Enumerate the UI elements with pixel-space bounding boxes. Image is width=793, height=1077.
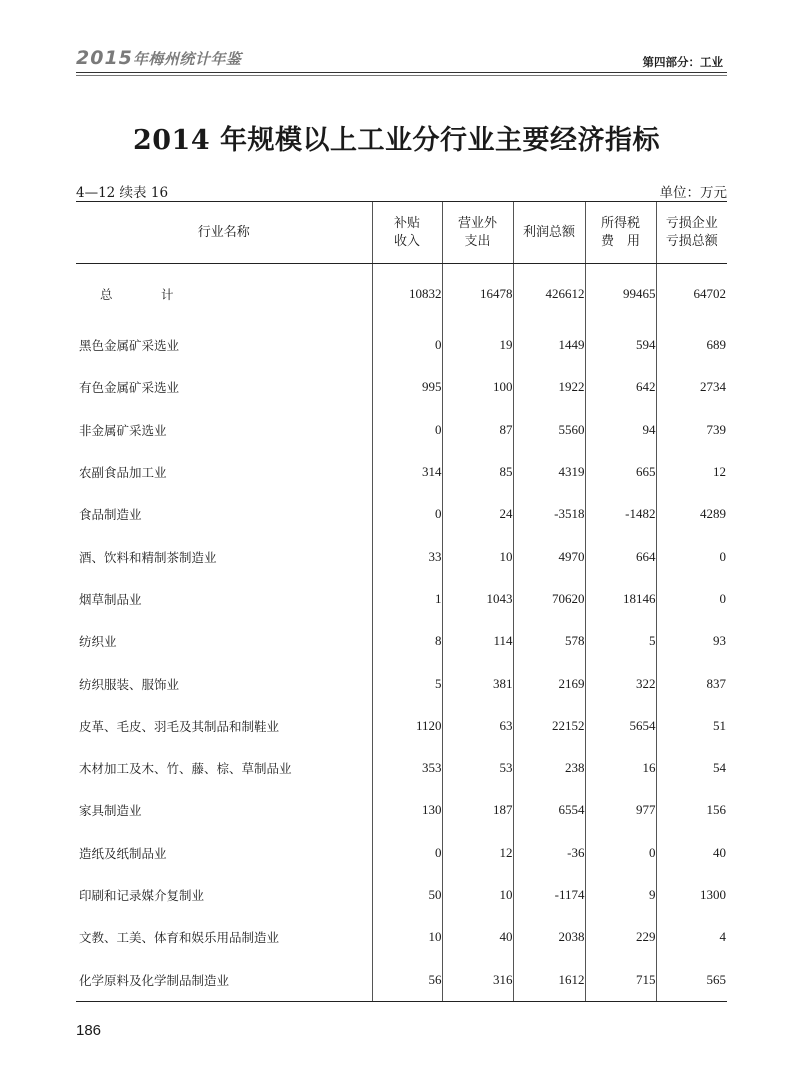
table-cell: 5 <box>372 662 442 704</box>
table-cell: 316 <box>442 958 513 1001</box>
table-cell: 0 <box>372 832 442 874</box>
table-cell: 9 <box>585 874 656 916</box>
table-cell: 977 <box>585 789 656 831</box>
table-cell: 1449 <box>513 324 585 366</box>
table-id: 4—12 续表 16 <box>76 185 169 201</box>
col-non-operating-expense: 营业外 支出 <box>442 202 513 264</box>
table-cell: 5 <box>585 620 656 662</box>
table-cell: 594 <box>585 324 656 366</box>
table-cell: 0 <box>372 409 442 451</box>
industry-name: 造纸及纸制品业 <box>79 845 167 861</box>
table-row <box>76 832 727 874</box>
industry-name: 黑色金属矿采选业 <box>79 338 180 354</box>
table-cell: 24 <box>442 493 513 535</box>
table-row <box>76 451 727 493</box>
table-cell: 22152 <box>513 705 585 747</box>
table-cell: 2734 <box>656 366 727 408</box>
table-cell: 665 <box>585 451 656 493</box>
table-cell: 5654 <box>585 705 656 747</box>
table-cell: 4970 <box>513 535 585 577</box>
table-cell: 16478 <box>442 264 513 325</box>
table-cell: -1174 <box>513 874 585 916</box>
table-row <box>76 747 727 789</box>
industry-name: 食品制造业 <box>79 507 142 523</box>
industry-name: 总 计 <box>100 287 192 302</box>
table-cell: 4289 <box>656 493 727 535</box>
table-body <box>76 264 727 1002</box>
table-cell: 1612 <box>513 958 585 1001</box>
table-cell: 40 <box>442 916 513 958</box>
table-cell: -3518 <box>513 493 585 535</box>
table-row <box>76 662 727 704</box>
table-row <box>76 620 727 662</box>
header-rule-thin <box>76 75 727 76</box>
table-cell: 50 <box>372 874 442 916</box>
page-title: 2014 年规模以上工业分行业主要经济指标 <box>132 125 661 156</box>
table-cell: 70620 <box>513 578 585 620</box>
table-cell: 1922 <box>513 366 585 408</box>
section-label: 第四部分：工业 <box>642 55 723 69</box>
table-cell: 33 <box>372 535 442 577</box>
table-row <box>76 324 727 366</box>
col-loss-total: 亏损企业 亏损总额 <box>656 202 727 264</box>
table-row <box>76 958 727 1001</box>
book-year: 2015 <box>76 47 133 69</box>
unit-label: 单位：万元 <box>659 185 727 201</box>
table-cell: 100 <box>442 366 513 408</box>
header-rule <box>76 72 727 73</box>
table-cell: 187 <box>442 789 513 831</box>
table-cell: 130 <box>372 789 442 831</box>
table-cell: 381 <box>442 662 513 704</box>
table-cell: 322 <box>585 662 656 704</box>
book-header <box>76 47 241 69</box>
table-cell: 0 <box>585 832 656 874</box>
table-row <box>76 366 727 408</box>
table-cell: 6554 <box>513 789 585 831</box>
table-cell: 4319 <box>513 451 585 493</box>
indicator-table <box>76 201 727 1002</box>
industry-name: 纺织业 <box>79 634 117 650</box>
table-row <box>76 705 727 747</box>
table-cell: 229 <box>585 916 656 958</box>
table-row <box>76 493 727 535</box>
table-cell: -1482 <box>585 493 656 535</box>
table-cell: 1120 <box>372 705 442 747</box>
industry-name: 纺织服装、服饰业 <box>79 676 180 692</box>
table-cell: 642 <box>585 366 656 408</box>
table-row <box>76 578 727 620</box>
industry-name: 家具制造业 <box>79 803 142 819</box>
table-cell: 10 <box>442 874 513 916</box>
industry-name: 印刷和记录媒介复制业 <box>79 888 205 903</box>
table-cell: 156 <box>656 789 727 831</box>
table-cell: 18146 <box>585 578 656 620</box>
table-cell: 0 <box>656 578 727 620</box>
table-cell: 40 <box>656 832 727 874</box>
table-cell: 63 <box>442 705 513 747</box>
table-header-row <box>76 202 727 264</box>
table-cell: 0 <box>372 324 442 366</box>
table-cell: 4 <box>656 916 727 958</box>
table-cell: 689 <box>656 324 727 366</box>
industry-name: 化学原料及化学制品制造业 <box>76 958 372 1001</box>
table-row <box>76 789 727 831</box>
book-title: 年梅州统计年鉴 <box>132 50 242 68</box>
table-cell: 53 <box>442 747 513 789</box>
table-cell: -36 <box>513 832 585 874</box>
table-row <box>76 409 727 451</box>
industry-name: 酒、饮料和精制茶制造业 <box>79 549 217 565</box>
table-cell: 19 <box>442 324 513 366</box>
table-cell: 426612 <box>513 264 585 325</box>
col-total-profit: 利润总额 <box>513 202 585 264</box>
table-row <box>76 916 727 958</box>
industry-name: 皮革、毛皮、羽毛及其制品和制鞋业 <box>79 718 280 734</box>
table-cell: 16 <box>585 747 656 789</box>
table-cell: 2169 <box>513 662 585 704</box>
table-cell: 10 <box>372 916 442 958</box>
table-cell: 664 <box>585 535 656 577</box>
table-row <box>76 874 727 916</box>
table-cell: 56 <box>372 958 442 1001</box>
industry-name: 文教、工美、体育和娱乐用品制造业 <box>79 930 280 946</box>
table-cell: 578 <box>513 620 585 662</box>
table-cell: 85 <box>442 451 513 493</box>
table-cell: 1300 <box>656 874 727 916</box>
page-number: 186 <box>76 1022 102 1039</box>
table-row <box>76 535 727 577</box>
industry-name: 有色金属矿采选业 <box>79 380 180 396</box>
table-cell: 0 <box>372 493 442 535</box>
table-cell: 12 <box>442 832 513 874</box>
industry-name: 木材加工及木、竹、藤、棕、草制品业 <box>79 761 292 777</box>
table-cell: 353 <box>372 747 442 789</box>
table-cell: 54 <box>656 747 727 789</box>
table-cell: 837 <box>656 662 727 704</box>
table-cell: 10 <box>442 535 513 577</box>
table-cell: 114 <box>442 620 513 662</box>
table-cell: 0 <box>656 535 727 577</box>
table-cell: 238 <box>513 747 585 789</box>
industry-name: 非金属矿采选业 <box>79 422 167 438</box>
table-cell: 739 <box>656 409 727 451</box>
industry-name: 烟草制品业 <box>79 591 142 607</box>
table-cell: 10832 <box>372 264 442 325</box>
table-cell: 715 <box>585 958 656 1001</box>
table-cell: 51 <box>656 705 727 747</box>
table-cell: 314 <box>372 451 442 493</box>
table-cell: 12 <box>656 451 727 493</box>
table-cell: 2038 <box>513 916 585 958</box>
table-cell: 1 <box>372 578 442 620</box>
table-cell: 1043 <box>442 578 513 620</box>
col-industry-name: 行业名称 <box>76 202 372 264</box>
table-cell: 94 <box>585 409 656 451</box>
table-cell: 64702 <box>656 264 727 325</box>
industry-name: 农副食品加工业 <box>79 465 167 481</box>
table-cell: 565 <box>656 958 727 1001</box>
table-cell: 93 <box>656 620 727 662</box>
table-cell: 995 <box>372 366 442 408</box>
table-row <box>76 264 727 325</box>
table-cell: 87 <box>442 409 513 451</box>
col-subsidy-income: 补贴 收入 <box>372 202 442 264</box>
table-cell: 99465 <box>585 264 656 325</box>
table-cell: 5560 <box>513 409 585 451</box>
col-income-tax: 所得税 费 用 <box>585 202 656 264</box>
table-cell: 8 <box>372 620 442 662</box>
